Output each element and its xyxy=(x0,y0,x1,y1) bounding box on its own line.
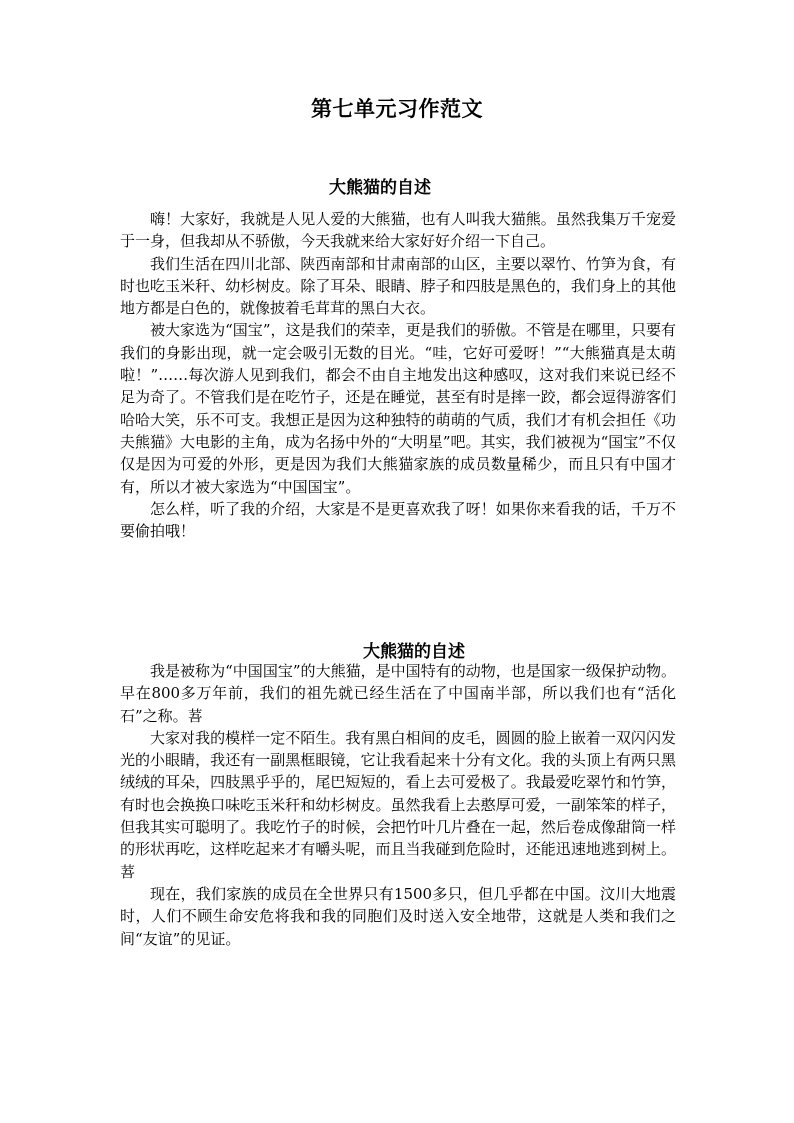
essay-body xyxy=(120,660,676,950)
paragraph: 现在，我们家族的成员在全世界只有1500多只，但几乎都在中国。汶川大地震时，人们不顾生命安危将我和我的同胞们及时送入安全地带，这就是人类和我们之间“友谊”的见证。 xyxy=(120,884,676,948)
page-title: 第七单元习作范文 xyxy=(311,96,483,121)
paragraph: 大家对我的模样一定不陌生。我有黑白相间的皮毛，圆圆的脸上嵌着一双闪闪发光的小眼睛，我还有一副黑框眼镜，它让我看起来十分有文化。我的头顶上有两只黑绒绒的耳朵，四肢黑乎乎的，尾巴短短的，看上去可爱极了。我最爱吃翠竹和竹笋，有时也会换换口味吃玉米秆和幼杉树皮。虽然我看上去憨厚可爱，一副笨笨的样子，但我其实可聪明了。我吃竹子的时候，会把竹叶几片叠在一起，然后卷成像甜筒一样的形状再吃，这样吃起来才有嚼头呢，而且当我碰到危险时，还能迅速地逃到树上。䓊 xyxy=(120,728,676,881)
paragraph: 我是被称为“中国国宝”的大熊猫，是中国特有的动物，也是国家一级保护动物。早在800多万年前，我们的祖先就已经生活在了中国南半部，所以我们也有“活化石”之称。䓊 xyxy=(120,662,676,725)
paragraph: 嗨！大家好，我就是人见人爱的大熊猫，也有人叫我大猫熊。虽然我集万千宠爱于一身，但我却从不骄傲，今天我就来给大家好好介绍一下自己。 xyxy=(120,210,676,251)
essay-body xyxy=(120,208,676,542)
essay-title: 大熊猫的自述 xyxy=(329,178,431,198)
paragraph: 被大家选为“国宝”，这是我们的荣幸，更是我们的骄傲。不管是在哪里，只要有我们的身影出现，就一定会吸引无数的目光。“哇，它好可爱呀！”“大熊猫真是太萌啦！”……每次游人见到我们，都会不由自主地发出这种感叹，这对我们来说已经不足为奇了。不管我们是在吃竹子，还是在睡觉，甚至有时是摔一跤，都会逗得游客们哈哈大笑，乐不可支。我想正是因为这种独特的萌萌的气质，我们才有机会担任《功夫熊猫》大电影的主角，成为名扬中外的“大明星”吧。其实，我们被视为“国宝”不仅仅是因为可爱的外形，更是因为我们大熊猫家族的成员数量稀少，而且只有中国才有，所以才被大家选为“中国国宝”。 xyxy=(120,321,676,496)
paragraph: 怎么样，听了我的介绍，大家是不是更喜欢我了呀！如果你来看我的话，千万不要偷拍哦！ xyxy=(120,499,676,541)
paragraph: 我们生活在四川北部、陕西南部和甘肃南部的山区，主要以翠竹、竹笋为食，有时也吃玉米秆、幼杉树皮。除了耳朵、眼睛、脖子和四肢是黑色的，我们身上的其他地方都是白色的，就像披着毛茸茸的黑白大衣。 xyxy=(120,254,676,318)
essay-title: 大熊猫的自述 xyxy=(363,642,465,662)
